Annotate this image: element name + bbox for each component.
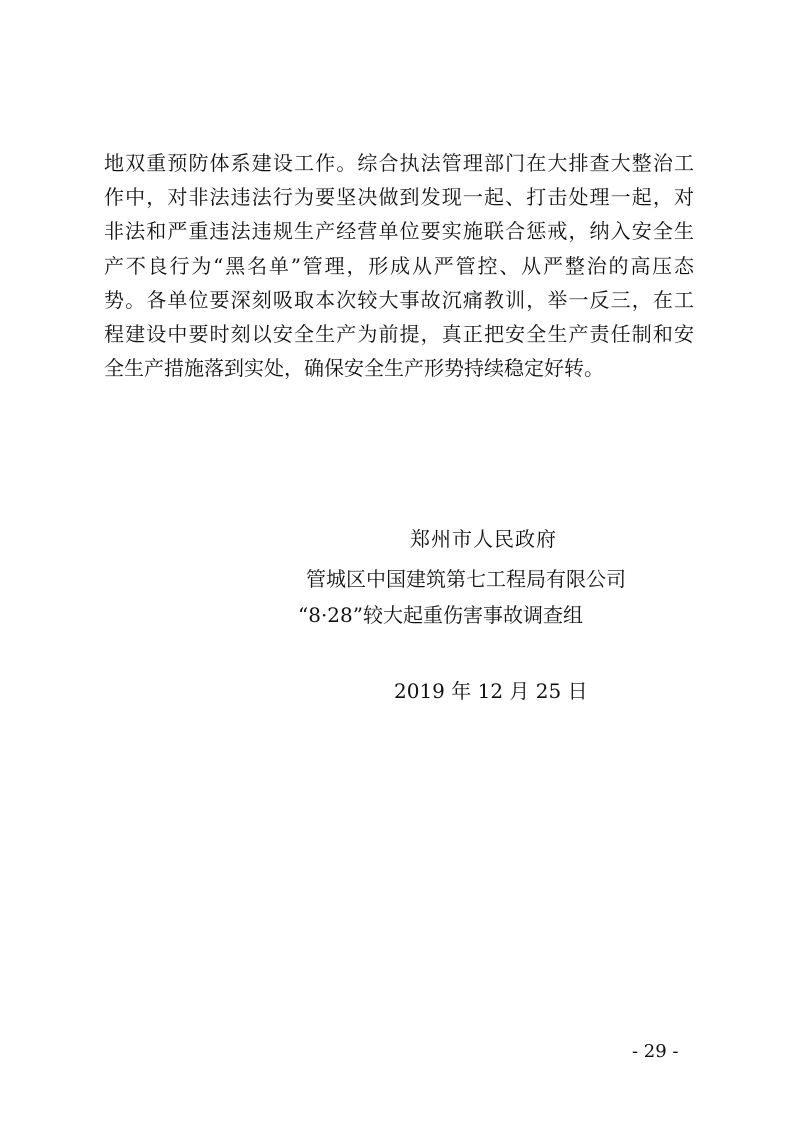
body-line: 全生产措施落到实处，确保安全生产形势持续稳定好转。 <box>104 356 604 381</box>
page-number: - 29 - <box>632 1041 679 1062</box>
signature-investigation-group: “8·28”较大起重伤害事故调查组 <box>298 603 583 627</box>
body-line: 程建设中要时刻以安全生产为前提，真正把安全生产责任制和安 <box>104 322 694 347</box>
body-line: 非法和严重违法违规生产经营单位要实施联合惩戒，纳入安全生 <box>104 219 694 244</box>
body-text <box>104 146 694 385</box>
body-line: 作中，对非法违法行为要坚决做到发现一起、打击处理一起，对 <box>104 185 694 210</box>
signature-government: 郑州市人民政府 <box>410 527 557 551</box>
body-line: 地双重预防体系建设工作。综合执法管理部门在大排查大整治工 <box>104 151 694 175</box>
body-line: 产不良行为“黑名单”管理，形成从严管控、从严整治的高压态 <box>104 253 694 278</box>
signature-date: 2019 年 12 月 25 日 <box>394 679 588 703</box>
signature-company: 管城区中国建筑第七工程局有限公司 <box>306 567 626 591</box>
body-line: 势。各单位要深刻吸取本次较大事故沉痛教训，举一反三，在工 <box>104 287 694 312</box>
